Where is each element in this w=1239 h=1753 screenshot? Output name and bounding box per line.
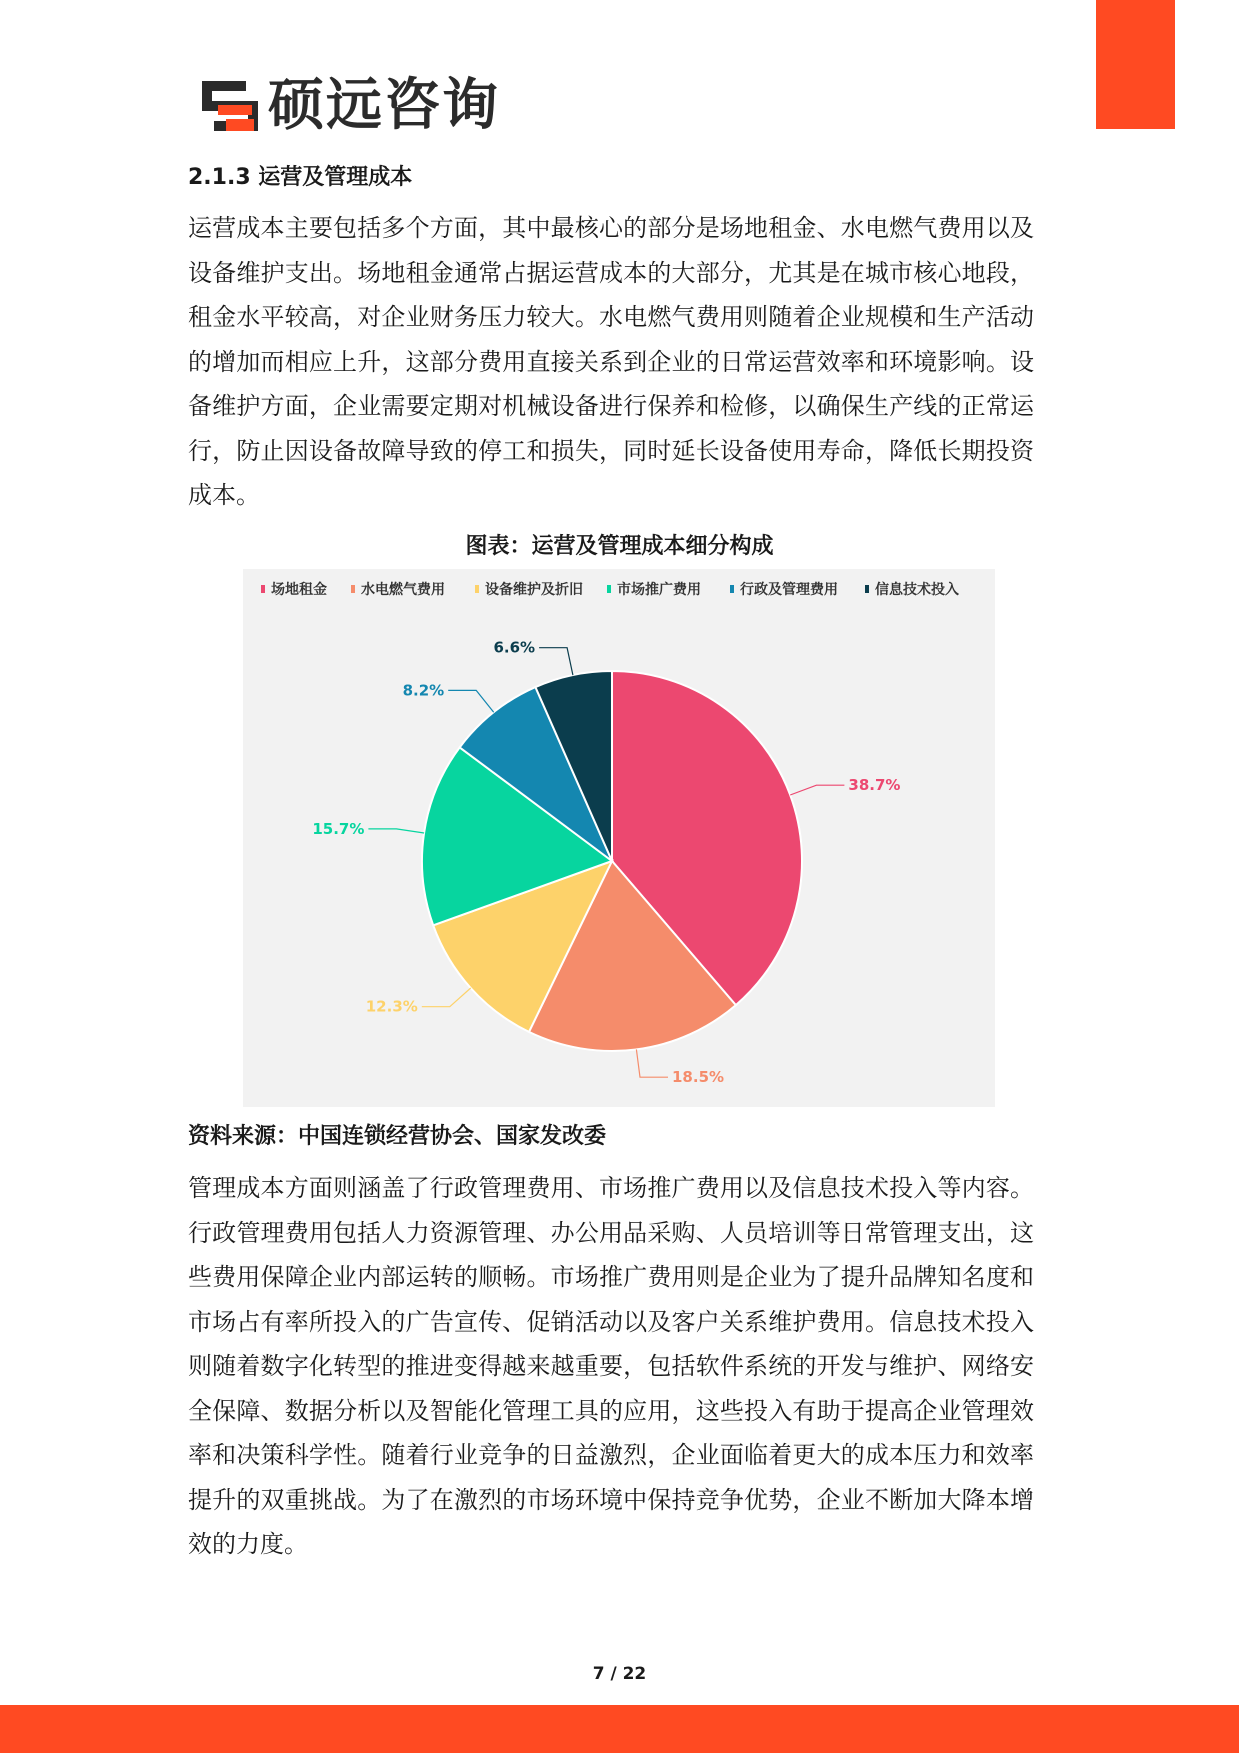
legend-label: 信息技术投入: [875, 582, 959, 598]
legend-swatch: [865, 585, 869, 593]
legend-swatch: [351, 585, 355, 593]
data-label: 38.7%: [848, 776, 901, 795]
legend-swatch: [730, 585, 734, 593]
pie-chart: [243, 569, 995, 1107]
leader-line: [448, 690, 494, 712]
legend-label: 水电燃气费用: [361, 582, 445, 598]
footer-accent-bar: [0, 1705, 1239, 1753]
legend-item: [261, 581, 327, 598]
corner-accent-block: [1096, 0, 1175, 129]
pie-chart-svg: [243, 569, 995, 1107]
leader-line: [636, 1049, 668, 1077]
brand-logo: [200, 73, 500, 138]
brand-name: 硕远咨询: [268, 73, 500, 138]
legend-label: 场地租金: [271, 582, 327, 598]
figure-title: 图表：运营及管理成本细分构成: [465, 534, 774, 559]
data-label: 6.6%: [493, 638, 536, 657]
leader-line: [790, 785, 844, 795]
page-number: 7 / 22: [592, 1664, 647, 1684]
legend-item: [351, 581, 445, 598]
legend-label: 设备维护及折旧: [485, 582, 583, 598]
legend-label: 行政及管理费用: [740, 582, 838, 598]
legend-item: [475, 581, 583, 598]
data-label: 18.5%: [672, 1068, 725, 1087]
leader-line: [422, 988, 471, 1007]
data-source: 资料来源：中国连锁经营协会、国家发改委: [188, 1124, 607, 1149]
leader-line: [368, 829, 424, 833]
data-label: 15.7%: [312, 819, 365, 838]
legend-swatch: [607, 585, 611, 593]
logo-mark-icon: [200, 79, 262, 133]
legend-item: [865, 581, 959, 598]
legend-swatch: [475, 585, 479, 593]
data-label: 8.2%: [402, 681, 445, 700]
leader-line: [539, 648, 573, 675]
legend-item: [607, 581, 701, 598]
legend-label: 市场推广费用: [617, 582, 701, 598]
legend-item: [730, 581, 838, 598]
data-label: 12.3%: [365, 997, 418, 1016]
legend-swatch: [261, 585, 265, 593]
paragraph-operating-costs: 运营成本主要包括多个方面，其中最核心的部分是场地租金、水电燃气费用以及设备维护支出。场地租金通常占据运营成本的大部分，尤其是在城市核心地段，租金水平较高，对企业财务压力较大。水电燃气费用则随着企业规模和生产活动的增加而相应上升，这部分费用直接关系到企业的日常运营效率和环境影响。设备维护方面，企业需要定期对机械设备进行保养和检修，以确保生产线的正常运行，防止因设备故障导致的停工和损失，同时延长设备使用寿命，降低长期投资成本。: [188, 214, 1034, 509]
paragraph-management-costs: 管理成本方面则涵盖了行政管理费用、市场推广费用以及信息技术投入等内容。行政管理费用包括人力资源管理、办公用品采购、人员培训等日常管理支出，这些费用保障企业内部运转的顺畅。市场推广费用则是企业为了提升品牌知名度和市场占有率所投入的广告宣传、促销活动以及客户关系维护费用。信息技术投入则随着数字化转型的推进变得越来越重要，包括软件系统的开发与维护、网络安全保障、数据分析以及智能化管理工具的应用，这些投入有助于提高企业管理效率和决策科学性。随着行业竞争的日益激烈，企业面临着更大的成本压力和效率提升的双重挑战。为了在激烈的市场环境中保持竞争优势，企业不断加大降本增效的力度。: [188, 1174, 1034, 1558]
section-heading: 2.1.3 运营及管理成本: [188, 165, 413, 190]
